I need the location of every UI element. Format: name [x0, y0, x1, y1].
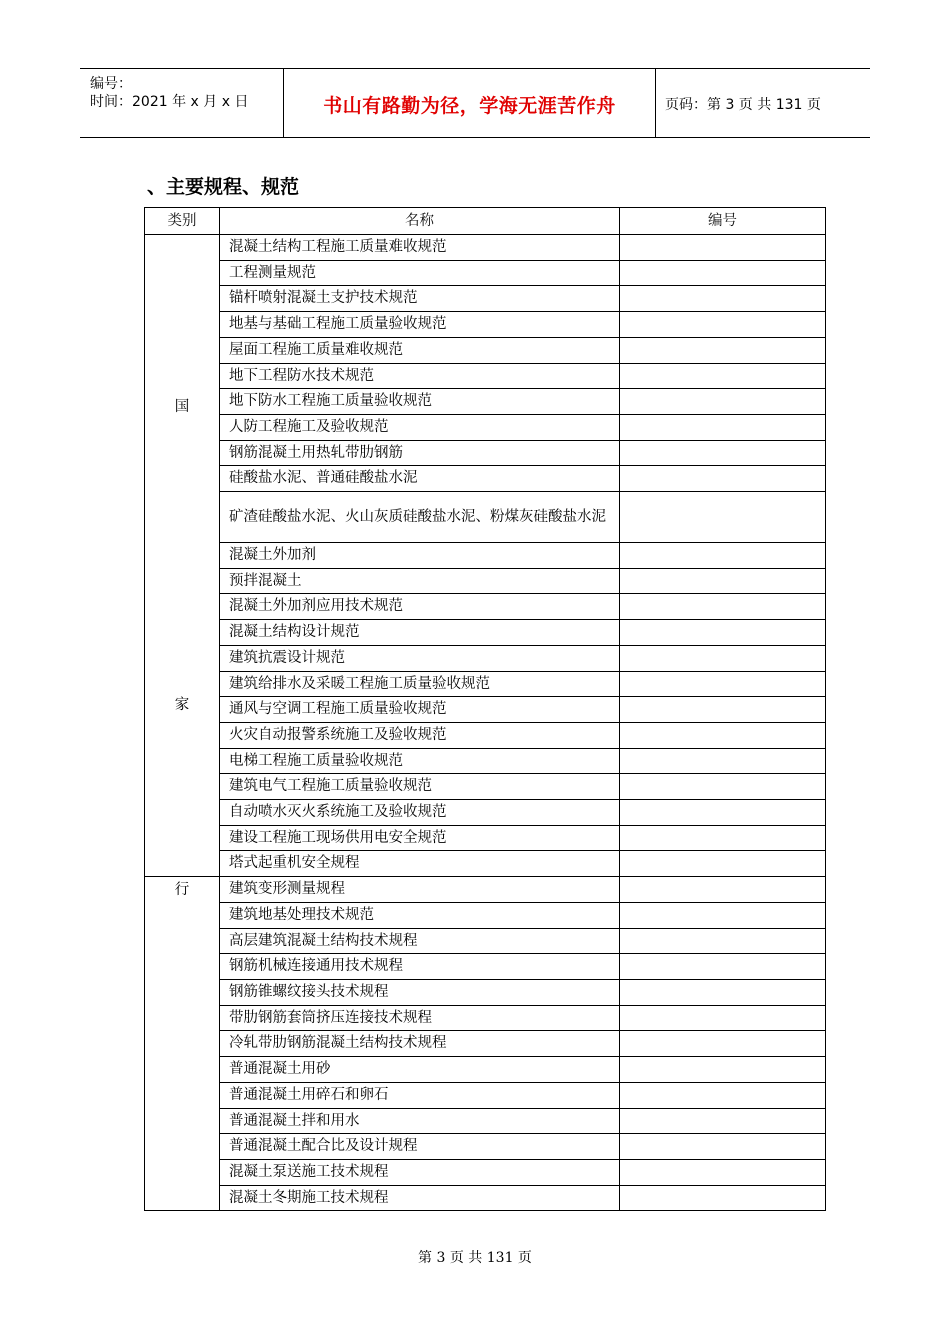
standard-name: 建筑电气工程施工质量验收规范: [220, 774, 620, 800]
table-row: [145, 774, 826, 800]
standard-code: [620, 954, 826, 980]
table-row: [145, 492, 826, 543]
category-national-cell: [145, 235, 220, 877]
standard-code: [620, 1185, 826, 1211]
standard-name: 钢筋混凝土用热轧带肋钢筋: [220, 440, 620, 466]
standard-code: [620, 697, 826, 723]
national-standards-body: [145, 235, 826, 877]
standard-code: [620, 414, 826, 440]
header-meta: [80, 69, 283, 137]
standard-code: [620, 363, 826, 389]
table-row: [145, 1185, 826, 1211]
table-row: [145, 1159, 826, 1185]
table-row: [145, 800, 826, 826]
standard-code: [620, 1082, 826, 1108]
motto-text: 书山有路勤为径，学海无涯苦作舟: [323, 95, 616, 117]
standard-code: [620, 1005, 826, 1031]
table-row: [145, 902, 826, 928]
standard-code: [620, 1108, 826, 1134]
standard-code: [620, 543, 826, 569]
standard-code: [620, 440, 826, 466]
table-row: [145, 979, 826, 1005]
document-header: [80, 68, 870, 138]
table-row: [145, 825, 826, 851]
table-row: [145, 312, 826, 338]
standard-name: 钢筋机械连接通用技术规程: [220, 954, 620, 980]
page-info: 页码：第 3 页 共 131 页: [665, 97, 821, 113]
table-row: [145, 235, 826, 261]
standard-code: [620, 800, 826, 826]
standard-code: [620, 466, 826, 492]
standard-code: [620, 312, 826, 338]
standard-code: [620, 235, 826, 261]
table-row: [145, 851, 826, 877]
standard-name: 建筑变形测量规程: [220, 877, 620, 903]
standard-code: [620, 851, 826, 877]
category-industry-cell: [145, 877, 220, 1211]
standard-name: 塔式起重机安全规程: [220, 851, 620, 877]
standard-code: [620, 492, 826, 543]
standard-name: 锚杆喷射混凝土支护技术规范: [220, 286, 620, 312]
standard-name: 混凝土冬期施工技术规程: [220, 1185, 620, 1211]
standard-code: [620, 645, 826, 671]
standard-name: 混凝土结构工程施工质量难收规范: [220, 235, 620, 261]
table-row: [145, 1057, 826, 1083]
table-row: [145, 389, 826, 415]
table-row: [145, 620, 826, 646]
table-row: [145, 414, 826, 440]
standard-code: [620, 671, 826, 697]
category-char: 行: [174, 882, 190, 899]
table-row: [145, 363, 826, 389]
number-label: 编号：: [90, 76, 132, 92]
standard-code: [620, 902, 826, 928]
table-row: [145, 568, 826, 594]
standard-name: 通风与空调工程施工质量验收规范: [220, 697, 620, 723]
standard-name: 混凝土外加剂: [220, 543, 620, 569]
table-row: [145, 260, 826, 286]
table-row: [145, 440, 826, 466]
table-row: [145, 1082, 826, 1108]
table-row: [145, 594, 826, 620]
table-row: [145, 543, 826, 569]
standard-code: [620, 286, 826, 312]
table-row: [145, 954, 826, 980]
standard-name: 地下防水工程施工质量验收规范: [220, 389, 620, 415]
table-row: [145, 1005, 826, 1031]
standard-name: 工程测量规范: [220, 260, 620, 286]
standard-code: [620, 1057, 826, 1083]
table-row: [145, 466, 826, 492]
standard-code: [620, 337, 826, 363]
standard-name: 预拌混凝土: [220, 568, 620, 594]
standard-code: [620, 979, 826, 1005]
table-row: [145, 1031, 826, 1057]
standard-name: 硅酸盐水泥、普通硅酸盐水泥: [220, 466, 620, 492]
standard-code: [620, 928, 826, 954]
standard-name: 地下工程防水技术规范: [220, 363, 620, 389]
standard-code: [620, 774, 826, 800]
table-row: [145, 337, 826, 363]
standard-code: [620, 877, 826, 903]
standard-name: 火灾自动报警系统施工及验收规范: [220, 722, 620, 748]
standard-code: [620, 260, 826, 286]
standard-code: [620, 1159, 826, 1185]
standard-code: [620, 568, 826, 594]
standard-name: 建筑给排水及采暖工程施工质量验收规范: [220, 671, 620, 697]
standard-code: [620, 1134, 826, 1160]
standard-code: [620, 594, 826, 620]
standard-code: [620, 748, 826, 774]
standard-code: [620, 825, 826, 851]
table-header-row: [145, 208, 826, 235]
standard-name: 普通混凝土用碎石和卵石: [220, 1082, 620, 1108]
section-title: 、主要规程、规范: [147, 176, 300, 198]
standard-name: 高层建筑混凝土结构技术规程: [220, 928, 620, 954]
standard-code: [620, 389, 826, 415]
standard-name: 带肋钢筋套筒挤压连接技术规程: [220, 1005, 620, 1031]
standard-name: 混凝土泵送施工技术规程: [220, 1159, 620, 1185]
table-row: [145, 722, 826, 748]
standard-name: 建设工程施工现场供用电安全规范: [220, 825, 620, 851]
table-row: [145, 748, 826, 774]
date-label: 时间：2021 年 x 月 x 日: [90, 94, 249, 110]
page-footer: 第 3 页 共 131 页: [418, 1250, 532, 1266]
standard-name: 建筑抗震设计规范: [220, 645, 620, 671]
table-row: [145, 671, 826, 697]
standard-name: 矿渣硅酸盐水泥、火山灰质硅酸盐水泥、粉煤灰硅酸盐水泥: [220, 492, 620, 543]
table-row: [145, 877, 826, 903]
table-row: [145, 697, 826, 723]
header-motto-cell: [283, 69, 656, 137]
table-row: [145, 645, 826, 671]
standard-name: 普通混凝土拌和用水: [220, 1108, 620, 1134]
category-char: 国: [174, 399, 190, 415]
standards-table: [144, 207, 826, 1211]
industry-standards-body: [145, 877, 826, 1211]
standard-code: [620, 722, 826, 748]
table-row: [145, 1134, 826, 1160]
standard-name: 混凝土外加剂应用技术规范: [220, 594, 620, 620]
standard-name: 人防工程施工及验收规范: [220, 414, 620, 440]
header-code: 编号: [620, 208, 826, 235]
standard-name: 屋面工程施工质量难收规范: [220, 337, 620, 363]
standard-name: 钢筋锥螺纹接头技术规程: [220, 979, 620, 1005]
table-row: [145, 286, 826, 312]
standard-code: [620, 620, 826, 646]
standard-code: [620, 1031, 826, 1057]
table-row: [145, 1108, 826, 1134]
standard-name: 电梯工程施工质量验收规范: [220, 748, 620, 774]
standard-name: 自动喷水灭火系统施工及验收规范: [220, 800, 620, 826]
header-name: 名称: [220, 208, 620, 235]
standard-name: 地基与基础工程施工质量验收规范: [220, 312, 620, 338]
standard-name: 混凝土结构设计规范: [220, 620, 620, 646]
header-category: 类别: [145, 208, 220, 235]
standard-name: 建筑地基处理技术规范: [220, 902, 620, 928]
standard-name: 普通混凝土用砂: [220, 1057, 620, 1083]
standard-name: 冷轧带肋钢筋混凝土结构技术规程: [220, 1031, 620, 1057]
standard-name: 普通混凝土配合比及设计规程: [220, 1134, 620, 1160]
table-row: [145, 928, 826, 954]
category-char: 家: [174, 697, 190, 713]
